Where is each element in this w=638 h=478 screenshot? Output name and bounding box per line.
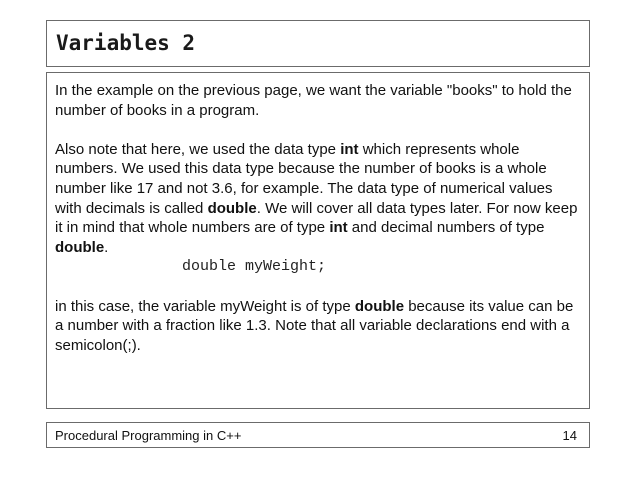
paragraph-intro: In the example on the previous page, we want the variable "books" to hold the number of books in a program. bbox=[55, 82, 572, 119]
slide-content bbox=[55, 81, 581, 355]
text-run: . bbox=[104, 238, 109, 256]
title-box bbox=[46, 20, 590, 67]
text-run: . We will cover all data types later. For now keep it in mind that whole numbers are of type bbox=[55, 199, 578, 237]
content-box bbox=[46, 72, 590, 409]
paragraph-spacer bbox=[55, 120, 581, 140]
bold-term-int: int bbox=[340, 140, 359, 158]
bold-term-double: double bbox=[207, 199, 257, 217]
text-run: because its value can be a number with a fraction like 1.3. Note that all variable declarations end with a semicolon(;). bbox=[55, 297, 574, 354]
footer-box bbox=[46, 422, 590, 448]
text-run: in this case, the variable myWeight is of type bbox=[55, 297, 355, 315]
course-name: Procedural Programming in C++ bbox=[55, 428, 242, 443]
slide-title: Variables 2 bbox=[56, 31, 196, 55]
bold-term-int: int bbox=[329, 219, 348, 237]
bold-term-double: double bbox=[354, 297, 405, 315]
paragraph-data-types bbox=[55, 140, 581, 258]
text-run: Also note that here, we used the data type bbox=[55, 140, 341, 158]
paragraph-spacer bbox=[55, 277, 581, 297]
code-example: double myWeight; bbox=[182, 258, 327, 276]
bold-term-double: double bbox=[55, 238, 105, 256]
paragraph-explanation bbox=[55, 297, 581, 356]
text-run: which represents whole numbers. We used this data type because the number of books is a whole number like 17 and not 3.6, for example. The data type of numerical values with decimals is called bbox=[55, 140, 553, 217]
page-number: 14 bbox=[562, 428, 577, 443]
text-run: and decimal numbers of type bbox=[347, 219, 545, 237]
